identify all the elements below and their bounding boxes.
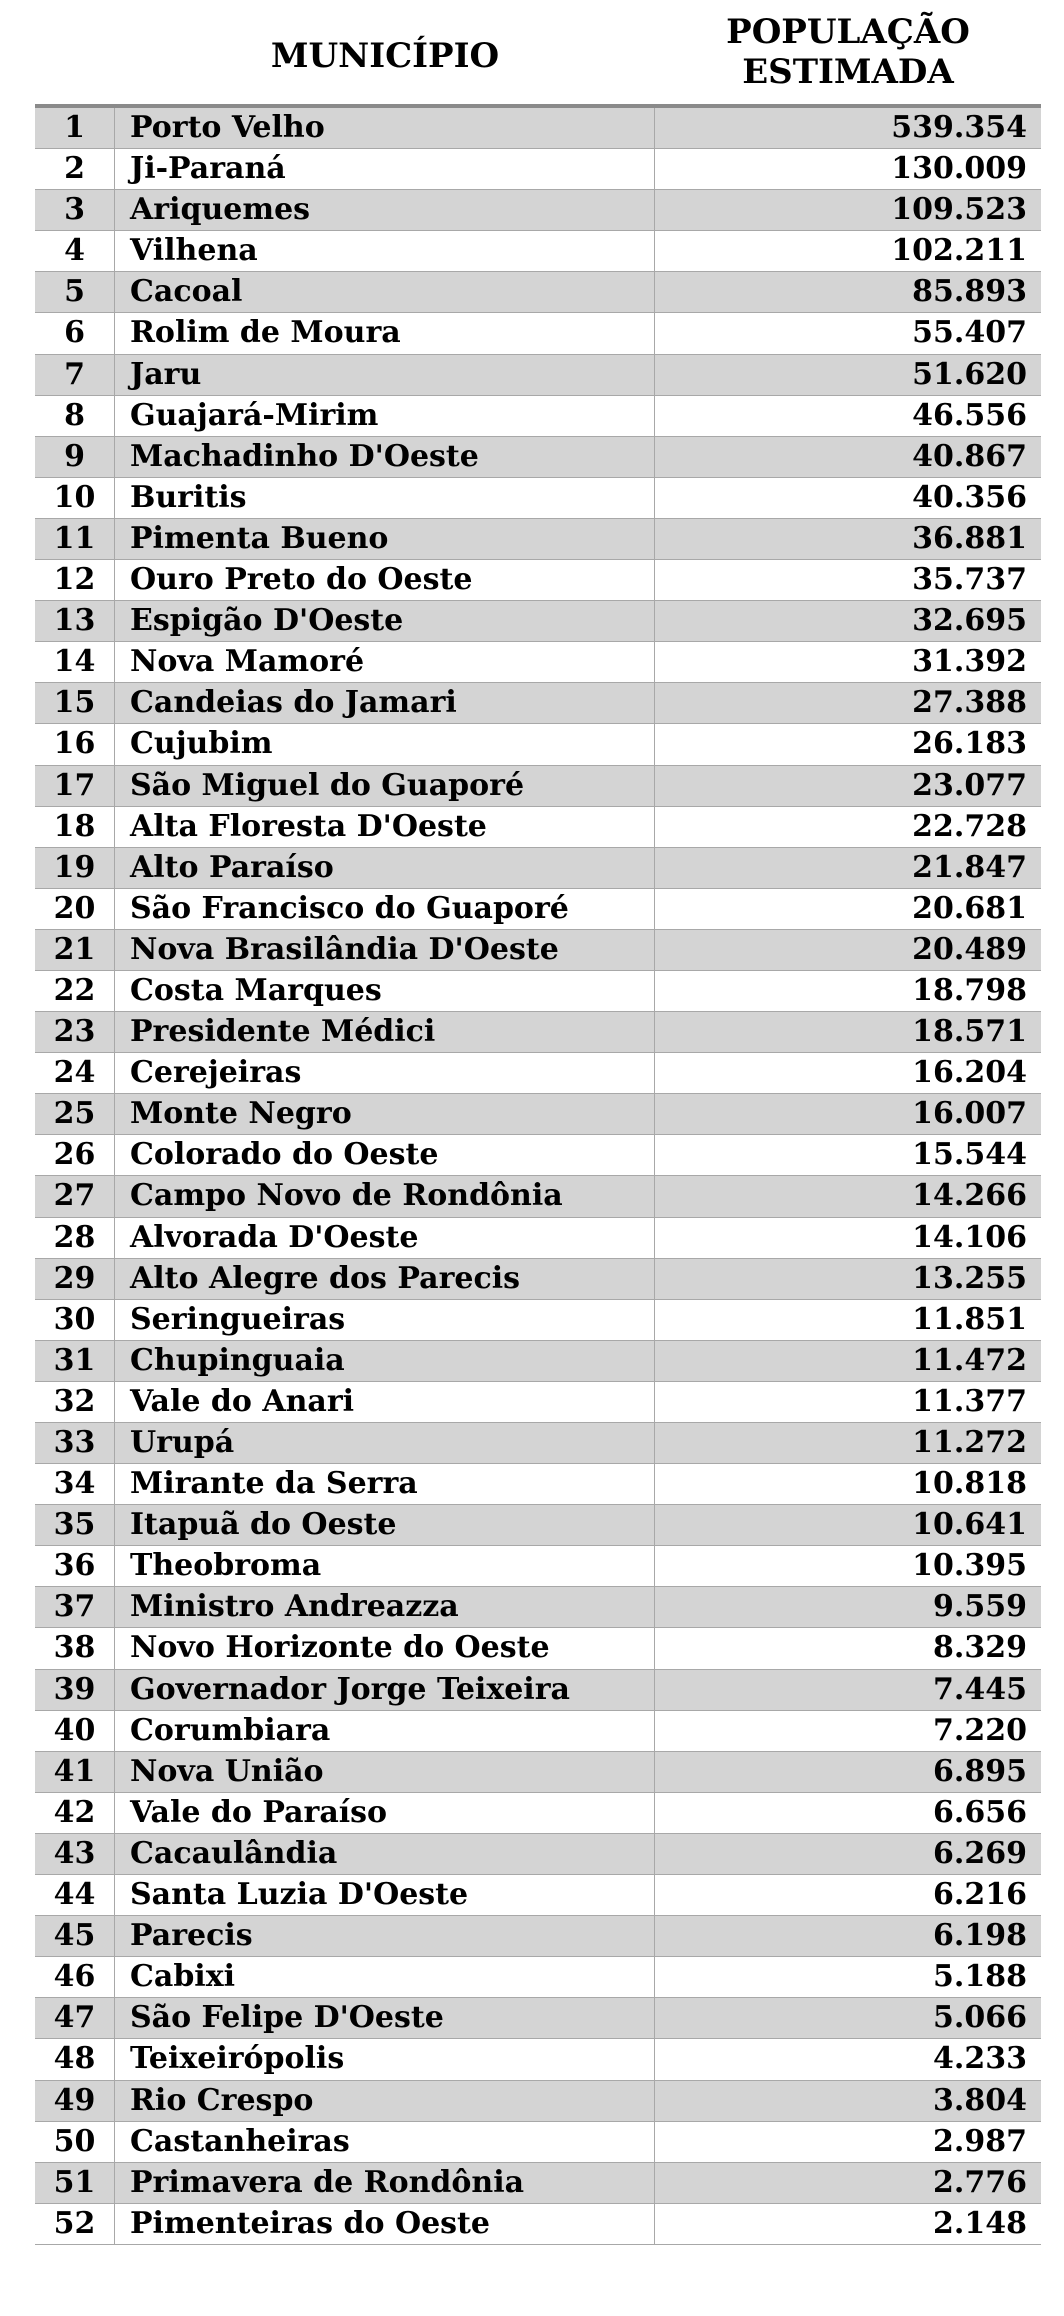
population-cell: 36.881 (912, 520, 1027, 556)
population-cell: 6.656 (933, 1794, 1027, 1830)
municipio-cell: Ariquemes (115, 190, 655, 230)
table-row (35, 313, 1041, 354)
population-cell: 2.987 (933, 2123, 1027, 2159)
table-row (35, 889, 1041, 930)
population-cell: 6.895 (933, 1753, 1027, 1789)
table-row (35, 1176, 1041, 1217)
population-cell: 20.489 (912, 931, 1027, 967)
table-row (35, 355, 1041, 396)
population-cell: 40.356 (912, 479, 1027, 515)
population-cell: 31.392 (912, 644, 1027, 680)
rank-cell: 9 (35, 437, 115, 477)
population-cell: 6.269 (933, 1835, 1027, 1871)
municipio-cell: Jaru (115, 355, 655, 395)
municipio-cell: Governador Jorge Teixeira (115, 1670, 655, 1710)
rank-cell: 17 (35, 766, 115, 806)
population-cell: 40.867 (912, 438, 1027, 474)
table-row (35, 1505, 1041, 1546)
municipio-cell: Guajará-Mirim (115, 396, 655, 436)
table-row (35, 272, 1041, 313)
municipio-cell: Alvorada D'Oeste (115, 1218, 655, 1258)
population-cell: 16.204 (912, 1055, 1027, 1091)
population-cell: 102.211 (891, 233, 1027, 269)
rank-cell: 46 (35, 1957, 115, 1997)
rank-cell: 13 (35, 601, 115, 641)
rank-cell: 30 (35, 1300, 115, 1340)
table-row (35, 1587, 1041, 1628)
rank-cell: 47 (35, 1998, 115, 2038)
municipio-cell: Vale do Anari (115, 1382, 655, 1422)
population-cell: 7.220 (933, 1712, 1027, 1748)
population-cell: 10.641 (912, 1507, 1027, 1543)
table-row (35, 683, 1041, 724)
population-cell: 9.559 (933, 1589, 1027, 1625)
population-cell: 11.377 (912, 1383, 1027, 1419)
municipio-cell: Parecis (115, 1916, 655, 1956)
table-row (35, 971, 1041, 1012)
municipio-cell: Seringueiras (115, 1300, 655, 1340)
population-cell: 14.106 (912, 1219, 1027, 1255)
population-cell: 51.620 (912, 356, 1027, 392)
population-cell: 18.798 (912, 972, 1027, 1008)
population-cell: 18.571 (912, 1014, 1027, 1050)
rank-cell: 26 (35, 1135, 115, 1175)
table-row (35, 1053, 1041, 1094)
table-row (35, 1300, 1041, 1341)
rank-cell: 8 (35, 396, 115, 436)
rank-cell: 22 (35, 971, 115, 1011)
population-cell: 10.818 (912, 1466, 1027, 1502)
municipio-cell: Costa Marques (115, 971, 655, 1011)
table-row (35, 2039, 1041, 2080)
rank-cell: 31 (35, 1341, 115, 1381)
table-row (35, 766, 1041, 807)
municipio-cell: Porto Velho (115, 108, 655, 148)
table-row (35, 1094, 1041, 1135)
rank-cell: 42 (35, 1793, 115, 1833)
population-cell: 32.695 (912, 603, 1027, 639)
population-cell: 109.523 (891, 192, 1027, 228)
rank-cell: 48 (35, 2039, 115, 2079)
table-row (35, 1012, 1041, 1053)
municipio-cell: Mirante da Serra (115, 1464, 655, 1504)
rank-cell: 24 (35, 1053, 115, 1093)
population-cell: 55.407 (912, 315, 1027, 351)
municipio-cell: Campo Novo de Rondônia (115, 1176, 655, 1216)
municipio-cell: São Francisco do Guaporé (115, 889, 655, 929)
municipio-cell: Nova União (115, 1752, 655, 1792)
table-row (35, 190, 1041, 231)
municipio-cell: Chupinguaia (115, 1341, 655, 1381)
table-row (35, 519, 1041, 560)
population-cell: 13.255 (912, 1260, 1027, 1296)
municipio-cell: Corumbiara (115, 1711, 655, 1751)
table-row (35, 478, 1041, 519)
rank-cell: 15 (35, 683, 115, 723)
municipio-cell: Rolim de Moura (115, 313, 655, 353)
header-populacao (655, 12, 1041, 92)
municipio-cell: Primavera de Rondônia (115, 2163, 655, 2203)
table-row (35, 1752, 1041, 1793)
population-cell: 23.077 (912, 767, 1027, 803)
municipio-cell: Alta Floresta D'Oeste (115, 807, 655, 847)
population-cell: 27.388 (912, 685, 1027, 721)
municipio-cell: São Felipe D'Oeste (115, 1998, 655, 2038)
population-cell: 26.183 (912, 726, 1027, 762)
rank-cell: 38 (35, 1628, 115, 1668)
table-row (35, 1957, 1041, 1998)
population-table (35, 0, 1041, 2245)
population-cell: 35.737 (912, 562, 1027, 598)
municipio-cell: Rio Crespo (115, 2081, 655, 2121)
rank-cell: 39 (35, 1670, 115, 1710)
table-row (35, 396, 1041, 437)
population-cell: 5.188 (933, 1959, 1027, 1995)
municipio-cell: Vale do Paraíso (115, 1793, 655, 1833)
municipio-cell: Alto Paraíso (115, 848, 655, 888)
municipio-cell: Cabixi (115, 1957, 655, 1997)
municipio-cell: Alto Alegre dos Parecis (115, 1259, 655, 1299)
table-row (35, 1834, 1041, 1875)
table-row (35, 1341, 1041, 1382)
rank-cell: 45 (35, 1916, 115, 1956)
municipio-cell: Ministro Andreazza (115, 1587, 655, 1627)
rank-cell: 43 (35, 1834, 115, 1874)
rank-cell: 51 (35, 2163, 115, 2203)
table-row (35, 1875, 1041, 1916)
table-row (35, 1218, 1041, 1259)
population-cell: 46.556 (912, 397, 1027, 433)
rank-cell: 32 (35, 1382, 115, 1422)
table-row (35, 642, 1041, 683)
population-cell: 22.728 (912, 808, 1027, 844)
municipio-cell: São Miguel do Guaporé (115, 766, 655, 806)
rank-cell: 11 (35, 519, 115, 559)
rank-cell: 10 (35, 478, 115, 518)
population-cell: 5.066 (933, 2000, 1027, 2036)
municipio-cell: Buritis (115, 478, 655, 518)
municipio-cell: Nova Mamoré (115, 642, 655, 682)
table-row (35, 560, 1041, 601)
municipio-cell: Teixeirópolis (115, 2039, 655, 2079)
population-cell: 6.216 (933, 1877, 1027, 1913)
rank-cell: 50 (35, 2122, 115, 2162)
rank-cell: 41 (35, 1752, 115, 1792)
table-row (35, 2122, 1041, 2163)
rank-cell: 18 (35, 807, 115, 847)
table-row (35, 1916, 1041, 1957)
rank-cell: 36 (35, 1546, 115, 1586)
table-body (35, 108, 1041, 2245)
municipio-cell: Colorado do Oeste (115, 1135, 655, 1175)
population-cell: 4.233 (933, 2041, 1027, 2077)
municipio-cell: Vilhena (115, 231, 655, 271)
rank-cell: 23 (35, 1012, 115, 1052)
rank-cell: 19 (35, 848, 115, 888)
municipio-cell: Presidente Médici (115, 1012, 655, 1052)
table-row (35, 1464, 1041, 1505)
table-row (35, 1998, 1041, 2039)
population-cell: 3.804 (933, 2082, 1027, 2118)
rank-cell: 25 (35, 1094, 115, 1134)
municipio-cell: Ouro Preto do Oeste (115, 560, 655, 600)
municipio-cell: Espigão D'Oeste (115, 601, 655, 641)
municipio-cell: Cujubim (115, 724, 655, 764)
municipio-cell: Pimenta Bueno (115, 519, 655, 559)
rank-cell: 28 (35, 1218, 115, 1258)
table-header (35, 0, 1041, 108)
population-cell: 11.472 (912, 1342, 1027, 1378)
population-cell: 10.395 (912, 1548, 1027, 1584)
table-row (35, 149, 1041, 190)
rank-cell: 7 (35, 355, 115, 395)
population-cell: 14.266 (912, 1178, 1027, 1214)
population-cell: 85.893 (912, 274, 1027, 310)
header-populacao-line2: ESTIMADA (742, 52, 954, 92)
header-populacao-line1: POPULAÇÃO (726, 12, 970, 52)
population-cell: 21.847 (912, 849, 1027, 885)
municipio-cell: Urupá (115, 1423, 655, 1463)
rank-cell: 1 (35, 108, 115, 148)
rank-cell: 34 (35, 1464, 115, 1504)
rank-cell: 29 (35, 1259, 115, 1299)
table-row (35, 1423, 1041, 1464)
population-cell: 20.681 (912, 890, 1027, 926)
table-row (35, 108, 1041, 149)
municipio-cell: Cacoal (115, 272, 655, 312)
population-cell: 6.198 (933, 1918, 1027, 1954)
rank-cell: 20 (35, 889, 115, 929)
table-row (35, 807, 1041, 848)
table-row (35, 2163, 1041, 2204)
municipio-cell: Monte Negro (115, 1094, 655, 1134)
population-cell: 16.007 (912, 1096, 1027, 1132)
municipio-cell: Nova Brasilândia D'Oeste (115, 930, 655, 970)
municipio-cell: Santa Luzia D'Oeste (115, 1875, 655, 1915)
municipio-cell: Cerejeiras (115, 1053, 655, 1093)
header-municipio: MUNICÍPIO (270, 36, 500, 76)
municipio-cell: Pimenteiras do Oeste (115, 2204, 655, 2244)
table-row (35, 1546, 1041, 1587)
rank-cell: 37 (35, 1587, 115, 1627)
population-cell: 8.329 (933, 1630, 1027, 1666)
rank-cell: 12 (35, 560, 115, 600)
population-cell: 7.445 (933, 1671, 1027, 1707)
table-row (35, 1628, 1041, 1669)
population-cell: 15.544 (912, 1137, 1027, 1173)
table-row (35, 1259, 1041, 1300)
rank-cell: 27 (35, 1176, 115, 1216)
municipio-cell: Theobroma (115, 1546, 655, 1586)
rank-cell: 14 (35, 642, 115, 682)
rank-cell: 16 (35, 724, 115, 764)
table-row (35, 231, 1041, 272)
population-cell: 11.272 (912, 1425, 1027, 1460)
rank-cell: 3 (35, 190, 115, 230)
rank-cell: 6 (35, 313, 115, 353)
table-row (35, 601, 1041, 642)
rank-cell: 4 (35, 231, 115, 271)
rank-cell: 49 (35, 2081, 115, 2121)
municipio-cell: Castanheiras (115, 2122, 655, 2162)
rank-cell: 44 (35, 1875, 115, 1915)
population-cell: 130.009 (891, 151, 1027, 187)
rank-cell: 33 (35, 1423, 115, 1463)
table-row (35, 1711, 1041, 1752)
table-row (35, 437, 1041, 478)
table-row (35, 724, 1041, 765)
table-row (35, 2081, 1041, 2122)
rank-cell: 52 (35, 2204, 115, 2244)
table-row (35, 930, 1041, 971)
table-row (35, 1135, 1041, 1176)
rank-cell: 2 (35, 149, 115, 189)
rank-cell: 40 (35, 1711, 115, 1751)
rank-cell: 5 (35, 272, 115, 312)
population-cell: 539.354 (891, 110, 1027, 145)
municipio-cell: Ji-Paraná (115, 149, 655, 189)
rank-cell: 21 (35, 930, 115, 970)
rank-cell: 35 (35, 1505, 115, 1545)
municipio-cell: Itapuã do Oeste (115, 1505, 655, 1545)
municipio-cell: Candeias do Jamari (115, 683, 655, 723)
municipio-cell: Cacaulândia (115, 1834, 655, 1874)
table-row (35, 848, 1041, 889)
municipio-cell: Machadinho D'Oeste (115, 437, 655, 477)
municipio-cell: Novo Horizonte do Oeste (115, 1628, 655, 1668)
table-row (35, 2204, 1041, 2245)
table-row (35, 1382, 1041, 1423)
table-row (35, 1793, 1041, 1834)
population-cell: 2.148 (933, 2205, 1027, 2241)
table-row (35, 1670, 1041, 1711)
population-cell: 2.776 (933, 2164, 1027, 2200)
population-cell: 11.851 (912, 1301, 1027, 1337)
